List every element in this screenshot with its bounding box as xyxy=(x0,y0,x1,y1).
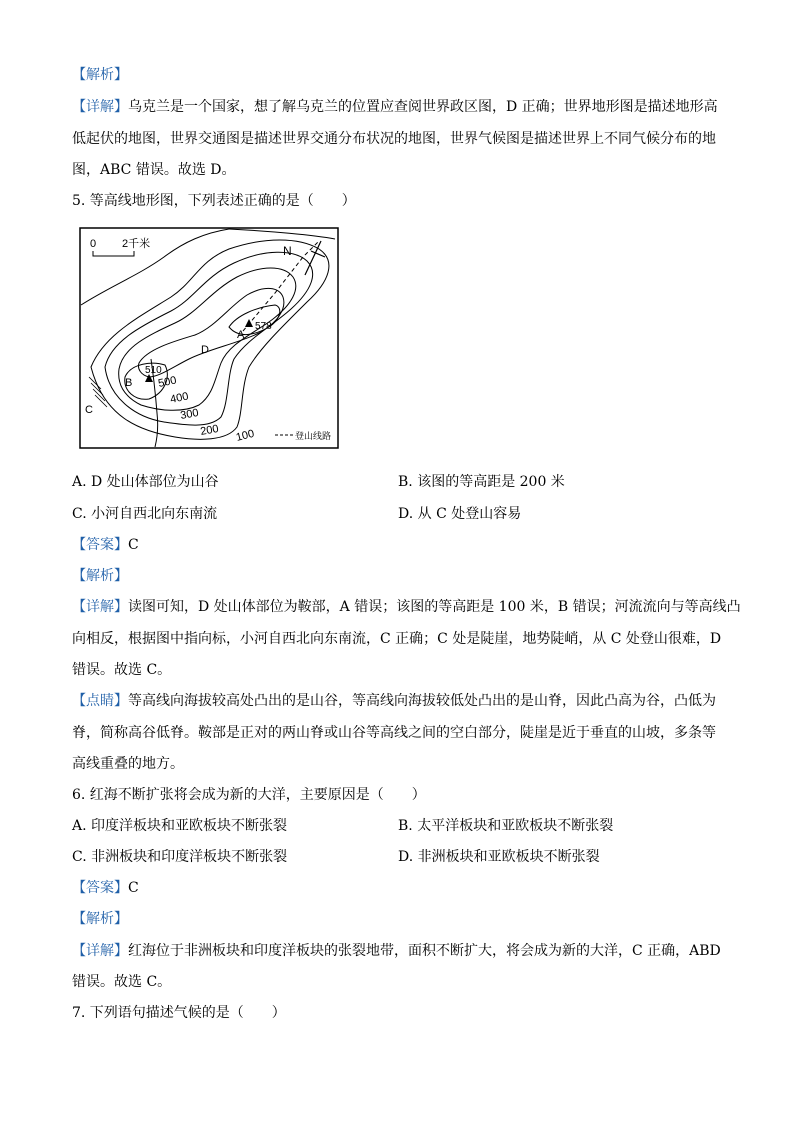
q5-tip-line-2: 脊，简称高谷低脊。鞍部是正对的两山脊或山谷等高线之间的空白部分，陡崖是近于垂直的山坡，多条等 xyxy=(72,725,716,741)
q5-detail-line-3: 错误。故选 C。 xyxy=(72,662,172,678)
q6-answer-tag: 【答案】 xyxy=(72,880,128,896)
q6-analysis-tag: 【解析】 xyxy=(72,911,128,927)
label-d: D xyxy=(201,344,209,356)
q5-detail-text: 读图可知，D 处山体部位为鞍部，A 错误；该图的等高距是 100 米，B 错误；河流流向与等高线凸 xyxy=(128,599,741,615)
q5-tip-text: 等高线向海拔较高处凸出的是山谷，等高线向海拔较低处凸出的是山脊，因此凸高为谷，凸低为 xyxy=(128,693,716,709)
q5-answer-value: C xyxy=(128,537,139,553)
q5-option-c: C. 小河自西北向东南流 xyxy=(72,506,218,522)
q5-detail-line-2: 向相反，根据图中指向标，小河自西北向东南流，C 正确；C 处是陡崖，地势陡峭，从 C 处登山很难，D xyxy=(72,631,722,647)
q5-option-d: D. 从 C 处登山容易 xyxy=(398,506,522,522)
q5-detail-line-1 xyxy=(72,597,741,617)
north-label: N xyxy=(283,244,292,258)
q6-detail-line-1 xyxy=(72,941,721,961)
q6-option-b: B. 太平洋板块和亚欧板块不断张裂 xyxy=(398,818,614,834)
q6-answer xyxy=(72,878,139,898)
q4-detail-line-2: 低起伏的地图，世界交通图是描述世界交通分布状况的地图，世界气候图是描述世界上不同气候分布的地 xyxy=(72,131,716,147)
q6-option-a: A. 印度洋板块和亚欧板块不断张裂 xyxy=(72,818,288,834)
q4-detail-tag: 【详解】 xyxy=(72,99,128,115)
contour-label-400: 400 xyxy=(169,390,190,406)
q5-analysis-tag: 【解析】 xyxy=(72,568,128,584)
q4-analysis-tag: 【解析】 xyxy=(72,67,128,83)
contour-label-500: 500 xyxy=(157,374,178,390)
q6-option-c: C. 非洲板块和印度洋板块不断张裂 xyxy=(72,849,288,865)
q5-answer xyxy=(72,535,139,555)
q6-stem: 6. 红海不断扩张将会成为新的大洋，主要原因是（ ） xyxy=(72,787,426,803)
q7-stem: 7. 下列语句描述气候的是（ ） xyxy=(72,1005,286,1021)
q5-detail-tag: 【详解】 xyxy=(72,599,128,615)
q5-answer-tag: 【答案】 xyxy=(72,537,128,553)
q6-answer-value: C xyxy=(128,880,139,896)
scale-label: 2千米 xyxy=(122,238,151,250)
q6-detail-text: 红海位于非洲板块和印度洋板块的张裂地带，面积不断扩大，将会成为新的大洋，C 正确，ABD xyxy=(128,943,721,959)
scale-zero: 0 xyxy=(90,238,97,250)
q5-option-b: B. 该图的等高距是 200 米 xyxy=(398,474,565,490)
q6-option-d: D. 非洲板块和亚欧板块不断张裂 xyxy=(398,849,600,865)
q6-detail-line-2: 错误。故选 C。 xyxy=(72,974,172,990)
q6-detail-tag: 【详解】 xyxy=(72,943,128,959)
q4-detail-text: 乌克兰是一个国家，想了解乌克兰的位置应查阅世界政区图，D 正确；世界地形图是描述地形高 xyxy=(128,99,718,115)
contour-label-300: 300 xyxy=(179,406,200,422)
q5-stem: 5. 等高线地形图，下列表述正确的是（ ） xyxy=(72,193,356,209)
peak-b-height: 510 xyxy=(145,365,162,376)
legend-label: 登山线路 xyxy=(295,431,332,441)
label-c: C xyxy=(85,404,93,416)
contour-map xyxy=(79,227,339,449)
contour-label-100: 100 xyxy=(234,427,256,444)
q4-detail-line-3: 图，ABC 错误。故选 D。 xyxy=(72,162,236,178)
q5-tip-tag: 【点睛】 xyxy=(72,693,128,709)
q5-option-a: A. D 处山体部位为山谷 xyxy=(72,474,219,490)
label-a: A xyxy=(237,329,245,341)
label-b: B xyxy=(125,377,133,389)
q5-tip-line-1 xyxy=(72,691,716,711)
q5-tip-line-3: 高线重叠的地方。 xyxy=(72,756,184,772)
peak-a-height: 578 xyxy=(255,321,272,332)
q4-detail-line-1 xyxy=(72,97,718,117)
contour-label-200: 200 xyxy=(199,422,220,438)
